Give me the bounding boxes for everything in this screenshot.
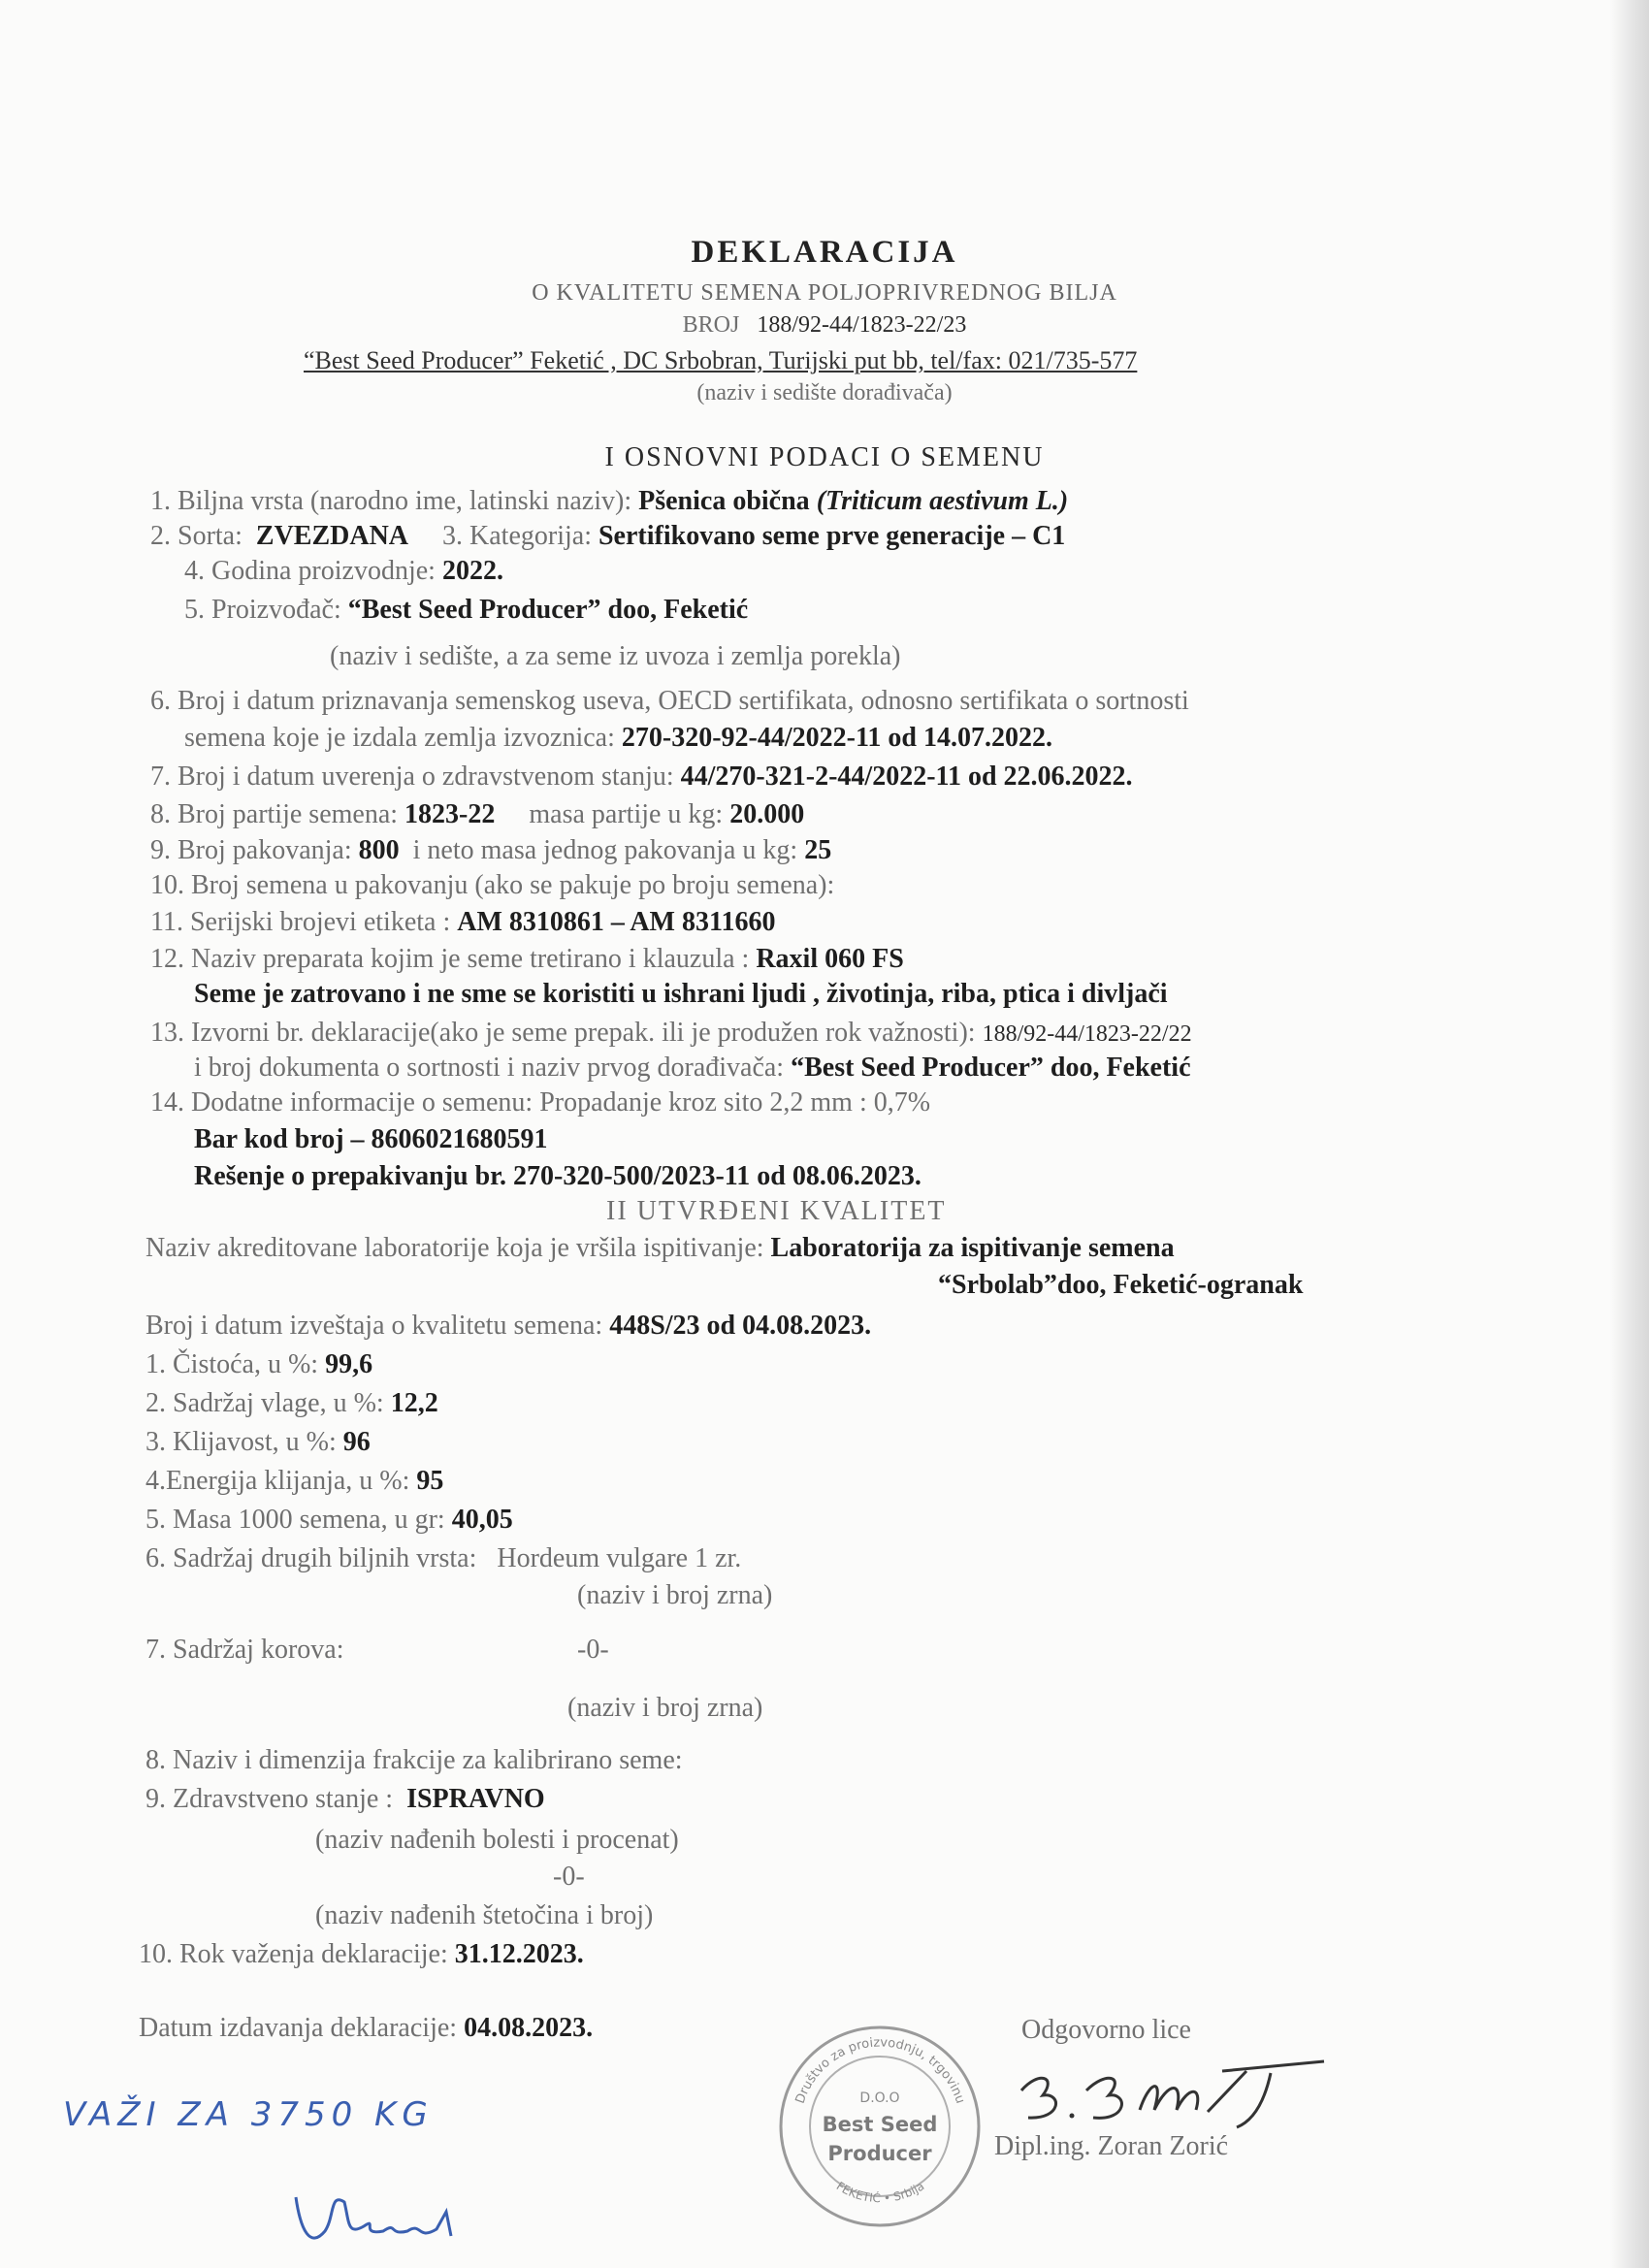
field-report: Broj i datum izveštaja o kvalitetu semena: 448S/23 od 04.08.2023. — [146, 1311, 872, 1341]
svg-text:FEKETIĆ • Srbija — [834, 2179, 927, 2205]
stamp-best-seed: Best Seed — [822, 2113, 938, 2136]
stamp-producer: Producer — [827, 2142, 932, 2165]
pests-note: (naziv nađenih štetočina i broj) — [315, 1900, 654, 1930]
field-first-processor: i broj dokumenta o sortnosti i naziv prvog dorađivača: “Best Seed Producer” doo, Feketić — [194, 1053, 1191, 1083]
issue-date: Datum izdavanja deklaracije: 04.08.2023. — [139, 2013, 594, 2043]
stamp-doo: D.O.O — [859, 2090, 900, 2106]
field-other-species: 6. Sadržaj drugih biljnih vrsta: Hordeum vulgare 1 zr. — [146, 1543, 742, 1573]
company-stamp — [776, 2023, 985, 2231]
stamp-top-text: Društvo za proizvodnju, trgovinu — [792, 2035, 968, 2106]
field-treatment: 12. Naziv preparata kojim je seme tretirano i klauzula : Raxil 060 FS — [150, 944, 904, 974]
section-1-heading: I OSNOVNI PODACI O SEMENU — [604, 442, 1045, 472]
field-additional-info: 14. Dodatne informacije o semenu: Propadanje kroz sito 2,2 mm : 0,7% — [150, 1087, 931, 1118]
field-seeds-per-package: 10. Broj semena u pakovanju (ako se pakuje po broju semena): — [150, 870, 835, 900]
field-health-status: 9. Zdravstveno stanje : ISPRAVNO — [146, 1784, 545, 1814]
handwritten-initials — [291, 2183, 495, 2251]
field-purity: 1. Čistoća, u %: 99,6 — [146, 1349, 373, 1379]
field-health-certificate: 7. Broj i datum uverenja o zdravstvenom stanju: 44/270-321-2-44/2022-11 od 22.06.2022. — [150, 761, 1133, 792]
weeds-note: (naziv i broj zrna) — [567, 1693, 763, 1723]
field-original-declaration: 13. Izvorni br. deklaracije(ako je seme prepak. ili je produžen rok važnosti): 188/92-44/1823-22/22 — [150, 1018, 1192, 1048]
document-subtitle: O KVALITETU SEMENA POLJOPRIVREDNOG BILJA — [532, 280, 1117, 306]
producer-note: (naziv i sedište, a za seme iz uvoza i zemlja porekla) — [330, 641, 901, 671]
field-plant-species: 1. Biljna vrsta (narodno ime, latinski naziv): Pšenica obična (Triticum aestivum L.) — [150, 486, 1069, 516]
field-packages: 9. Broj pakovanja: 800 i neto masa jednog pakovanja u kg: 25 — [150, 835, 832, 865]
section-2-heading: II UTVRĐENI KVALITET — [606, 1196, 947, 1226]
handwritten-note: VAŽI ZA 3750 KG — [63, 2095, 434, 2134]
declaration-number: BROJ 188/92-44/1823-22/23 — [682, 312, 967, 338]
signature — [1004, 2052, 1334, 2129]
document-title: DEKLARACIJA — [691, 235, 958, 270]
responsible-person-label: Odgovorno lice — [1021, 2015, 1191, 2045]
field-certificate: semena koje je izdala zemlja izvoznica: 270-320-92-44/2022-11 od 14.07.2022. — [184, 723, 1052, 753]
field-producer: 5. Proizvođač: “Best Seed Producer” doo, Feketić — [184, 595, 749, 625]
field-certificate-label: 6. Broj i datum priznavanja semenskog useva, OECD sertifikata, odnosno sertifikata o sortnosti — [150, 686, 1189, 716]
field-weeds-label: 7. Sadržaj korova: — [146, 1635, 344, 1665]
barcode-number: Bar kod broj – 8606021680591 — [194, 1124, 548, 1154]
processor-note: (naziv i sedište dorađivača) — [696, 380, 953, 405]
field-production-year: 4. Godina proizvodnje: 2022. — [184, 556, 503, 586]
field-laboratory-name: “Srbolab”doo, Feketić-ogranak — [938, 1270, 1304, 1300]
field-lot-number: 8. Broj partije semena: 1823-22 masa partije u kg: 20.000 — [150, 799, 805, 829]
field-laboratory: Naziv akreditovane laboratorije koja je vršila ispitivanje: Laboratorija za ispitivanje semena — [146, 1233, 1175, 1263]
diseases-note: (naziv nađenih bolesti i procenat) — [315, 1825, 679, 1855]
processor-line: “Best Seed Producer” Feketić , DC Srbobran, Turijski put bb, tel/fax: 021/735-577 — [304, 346, 1138, 374]
field-variety-category: 2. Sorta: ZVEZDANA 3. Kategorija: Sertifikovano seme prve generacije – C1 — [150, 521, 1066, 551]
field-calibration: 8. Naziv i dimenzija frakcije za kalibrirano seme: — [146, 1745, 683, 1775]
field-thousand-seed-mass: 5. Masa 1000 semena, u gr: 40,05 — [146, 1505, 513, 1535]
field-weeds-value: -0- — [577, 1635, 609, 1665]
field-validity: 10. Rok važenja deklaracije: 31.12.2023. — [139, 1939, 584, 1969]
field-moisture: 2. Sadržaj vlage, u %: 12,2 — [146, 1388, 438, 1418]
stamp-bottom-text: FEKETIĆ • Srbija — [833, 2179, 927, 2206]
other-species-note: (naziv i broj zrna) — [577, 1580, 773, 1610]
pests-value: -0- — [553, 1862, 585, 1892]
responsible-person-name: Dipl.ing. Zoran Zorić — [994, 2131, 1229, 2161]
field-germination: 3. Klijavost, u %: 96 — [146, 1427, 371, 1457]
field-serial-numbers: 11. Serijski brojevi etiketa : AM 8310861 – AM 8311660 — [150, 907, 776, 937]
poison-warning: Seme je zatrovano i ne sme se koristiti u ishrani ljudi , životinja, riba, ptica i divljači — [194, 979, 1168, 1009]
field-germination-energy: 4.Energija klijanja, u %: 95 — [146, 1466, 444, 1496]
repackaging-decision: Rešenje o prepakivanju br. 270-320-500/2023-11 od 08.06.2023. — [194, 1161, 922, 1191]
